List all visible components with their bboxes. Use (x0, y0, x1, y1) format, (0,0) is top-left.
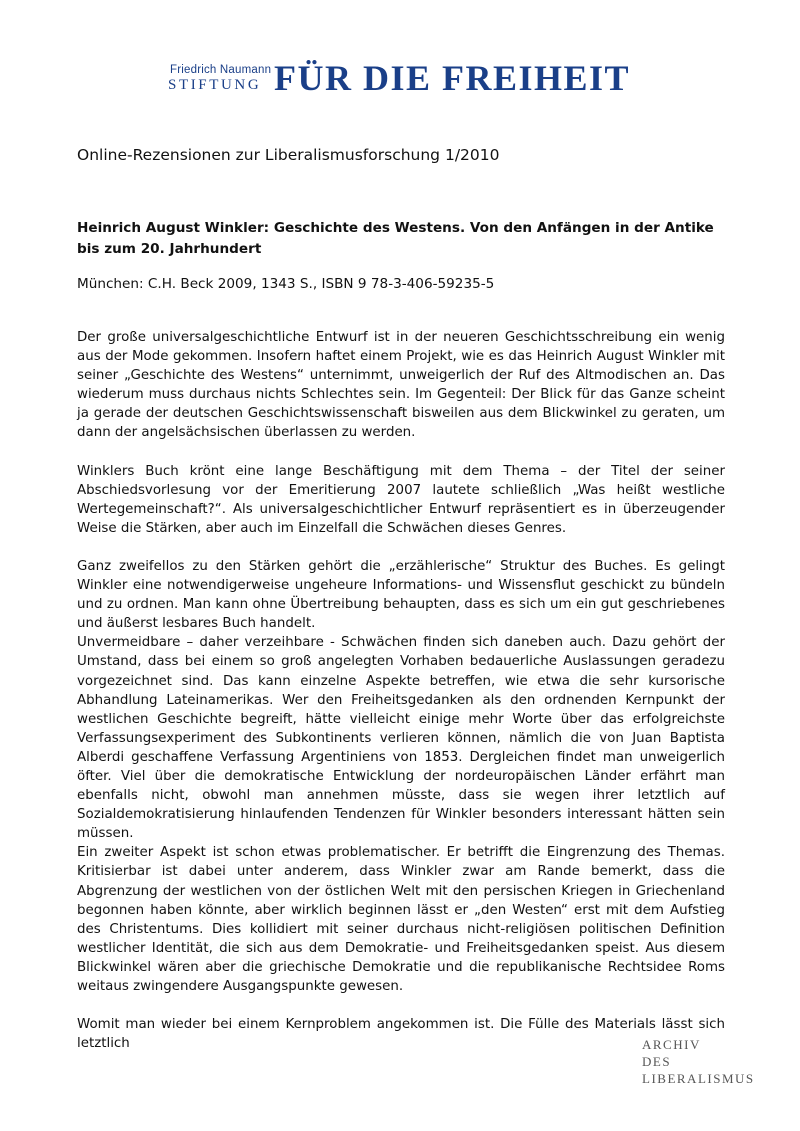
archiv-line: LIBERALISMUS (642, 1071, 755, 1086)
series-title: Online-Rezensionen zur Liberalismusforschung 1/2010 (77, 146, 500, 164)
archiv-line: DES (642, 1054, 672, 1069)
paragraph: Der große universalgeschichtliche Entwurf ist in der neueren Geschichtsschreibung ein wenig aus der Mode gekommen. Insofern haftet einem Projekt, wie es das Heinrich August Winkler mit seiner „Geschichte des Westens“ unternimmt, unweigerlich der Ruf des Altmodischen an. Das wiederum muss durchaus nichts Schlechtes sein. Im Gegenteil: Der Blick für das Ganze scheint ja gerade der deutschen Geschichtswissenschaft bisweilen aus dem Blickwinkel zu geraten, um dann der angelsächsischen überlassen zu werden. (77, 330, 725, 441)
paragraph: Ein zweiter Aspekt ist schon etwas problematischer. Er betrifft die Eingrenzung des Themas. Kritisierbar ist dabei unter anderem, dass Winkler zwar am Rande bemerkt, dass die Abgrenzung der westlichen von der östlichen Welt mit den persischen Kriegen in Griechenland begonnen haben könnte, aber wirklich beginnen lässt er „den Westen“ erst mit dem Aufstieg des Christentums. Dies kollidiert mit seiner durchaus nicht-religiösen politischen Definition westlicher Identität, die sich aus dem Demokratie- und Freiheitsgedanken speist. Aus diesem Blickwinkel wären aber die griechische Demokratie und die republikanische Rechtsidee Roms weitaus zwingendere Ausgangspunkte gewesen. (77, 845, 725, 994)
logo-stiftung: STIFTUNG (168, 77, 262, 93)
book-title: Heinrich August Winkler: Geschichte des Westens. Von den Anfängen in der Antike bis zum 20. Jahrhundert (77, 220, 714, 257)
paragraph: Ganz zweifellos zu den Stärken gehört die „erzählerische“ Struktur des Buches. Es gelingt Winkler eine notwendigerweise ungeheure Informations- und Wissensflut geschickt zu bündeln und zu ordnen. Man kann ohne Übertreibung behaupten, dass es sich um ein gut geschriebenes und äußerst lesbares Buch handelt. (77, 558, 725, 632)
paragraph: Winklers Buch krönt eine lange Beschäftigung mit dem Thema – der Titel der seiner Abschiedsvorlesung vor der Emeritierung 2007 lautete schließlich „Was heißt westliche Wertegemeinschaft?“. Als universalgeschichtlicher Entwurf repräsentiert es in überzeugender Weise die Stärken, aber auch im Einzelfall die Schwächen dieses Genres. (77, 463, 725, 536)
foundation-logo (166, 58, 631, 102)
logo-foundation-name: Friedrich Naumann (170, 64, 272, 76)
logo-slogan: FÜR DIE FREIHEIT (274, 58, 631, 98)
review-body (77, 328, 725, 1053)
publication-info: München: C.H. Beck 2009, 1343 S., ISBN 9 78-3-406-59235-5 (77, 276, 495, 292)
archiv-line: ARCHIV (642, 1037, 701, 1052)
paragraph: Unvermeidbare – daher verzeihbare - Schwächen finden sich daneben auch. Dazu gehört der Umstand, dass bei einem so groß angelegten Vorhaben bedauerliche Auslassungen geradezu vorgezeichnet sind. Das kann einzelne Aspekte betreffen, wie etwa die sehr kursorische Abhandlung Lateinamerikas. Wer den Freiheitsgedanken als den ordnenden Kernpunkt der westlichen Geschichte begreift, hätte vielleicht einige mehr Worte über das erfolgreichste Verfassungsexperiment des Subkontinents verlieren können, nämlich die von Juan Baptista Alberdi geschaffene Verfassung Argentiniens von 1853. Dergleichen findet man unweigerlich öfter. Viel über die demokratische Entwicklung der nordeuropäischen Länder erfährt man ebenfalls nicht, obwohl man annehmen müsste, dass sie wegen ihrer letztlich auf Sozialdemokratisierung hinlaufenden Tendenzen für Winkler besonders interessant hätten sein müssen. (77, 635, 725, 842)
paragraph: Womit man wieder bei einem Kernproblem angekommen ist. Die Fülle des Materials lässt sich letztlich (77, 1017, 725, 1052)
archiv-logo (642, 1036, 755, 1087)
